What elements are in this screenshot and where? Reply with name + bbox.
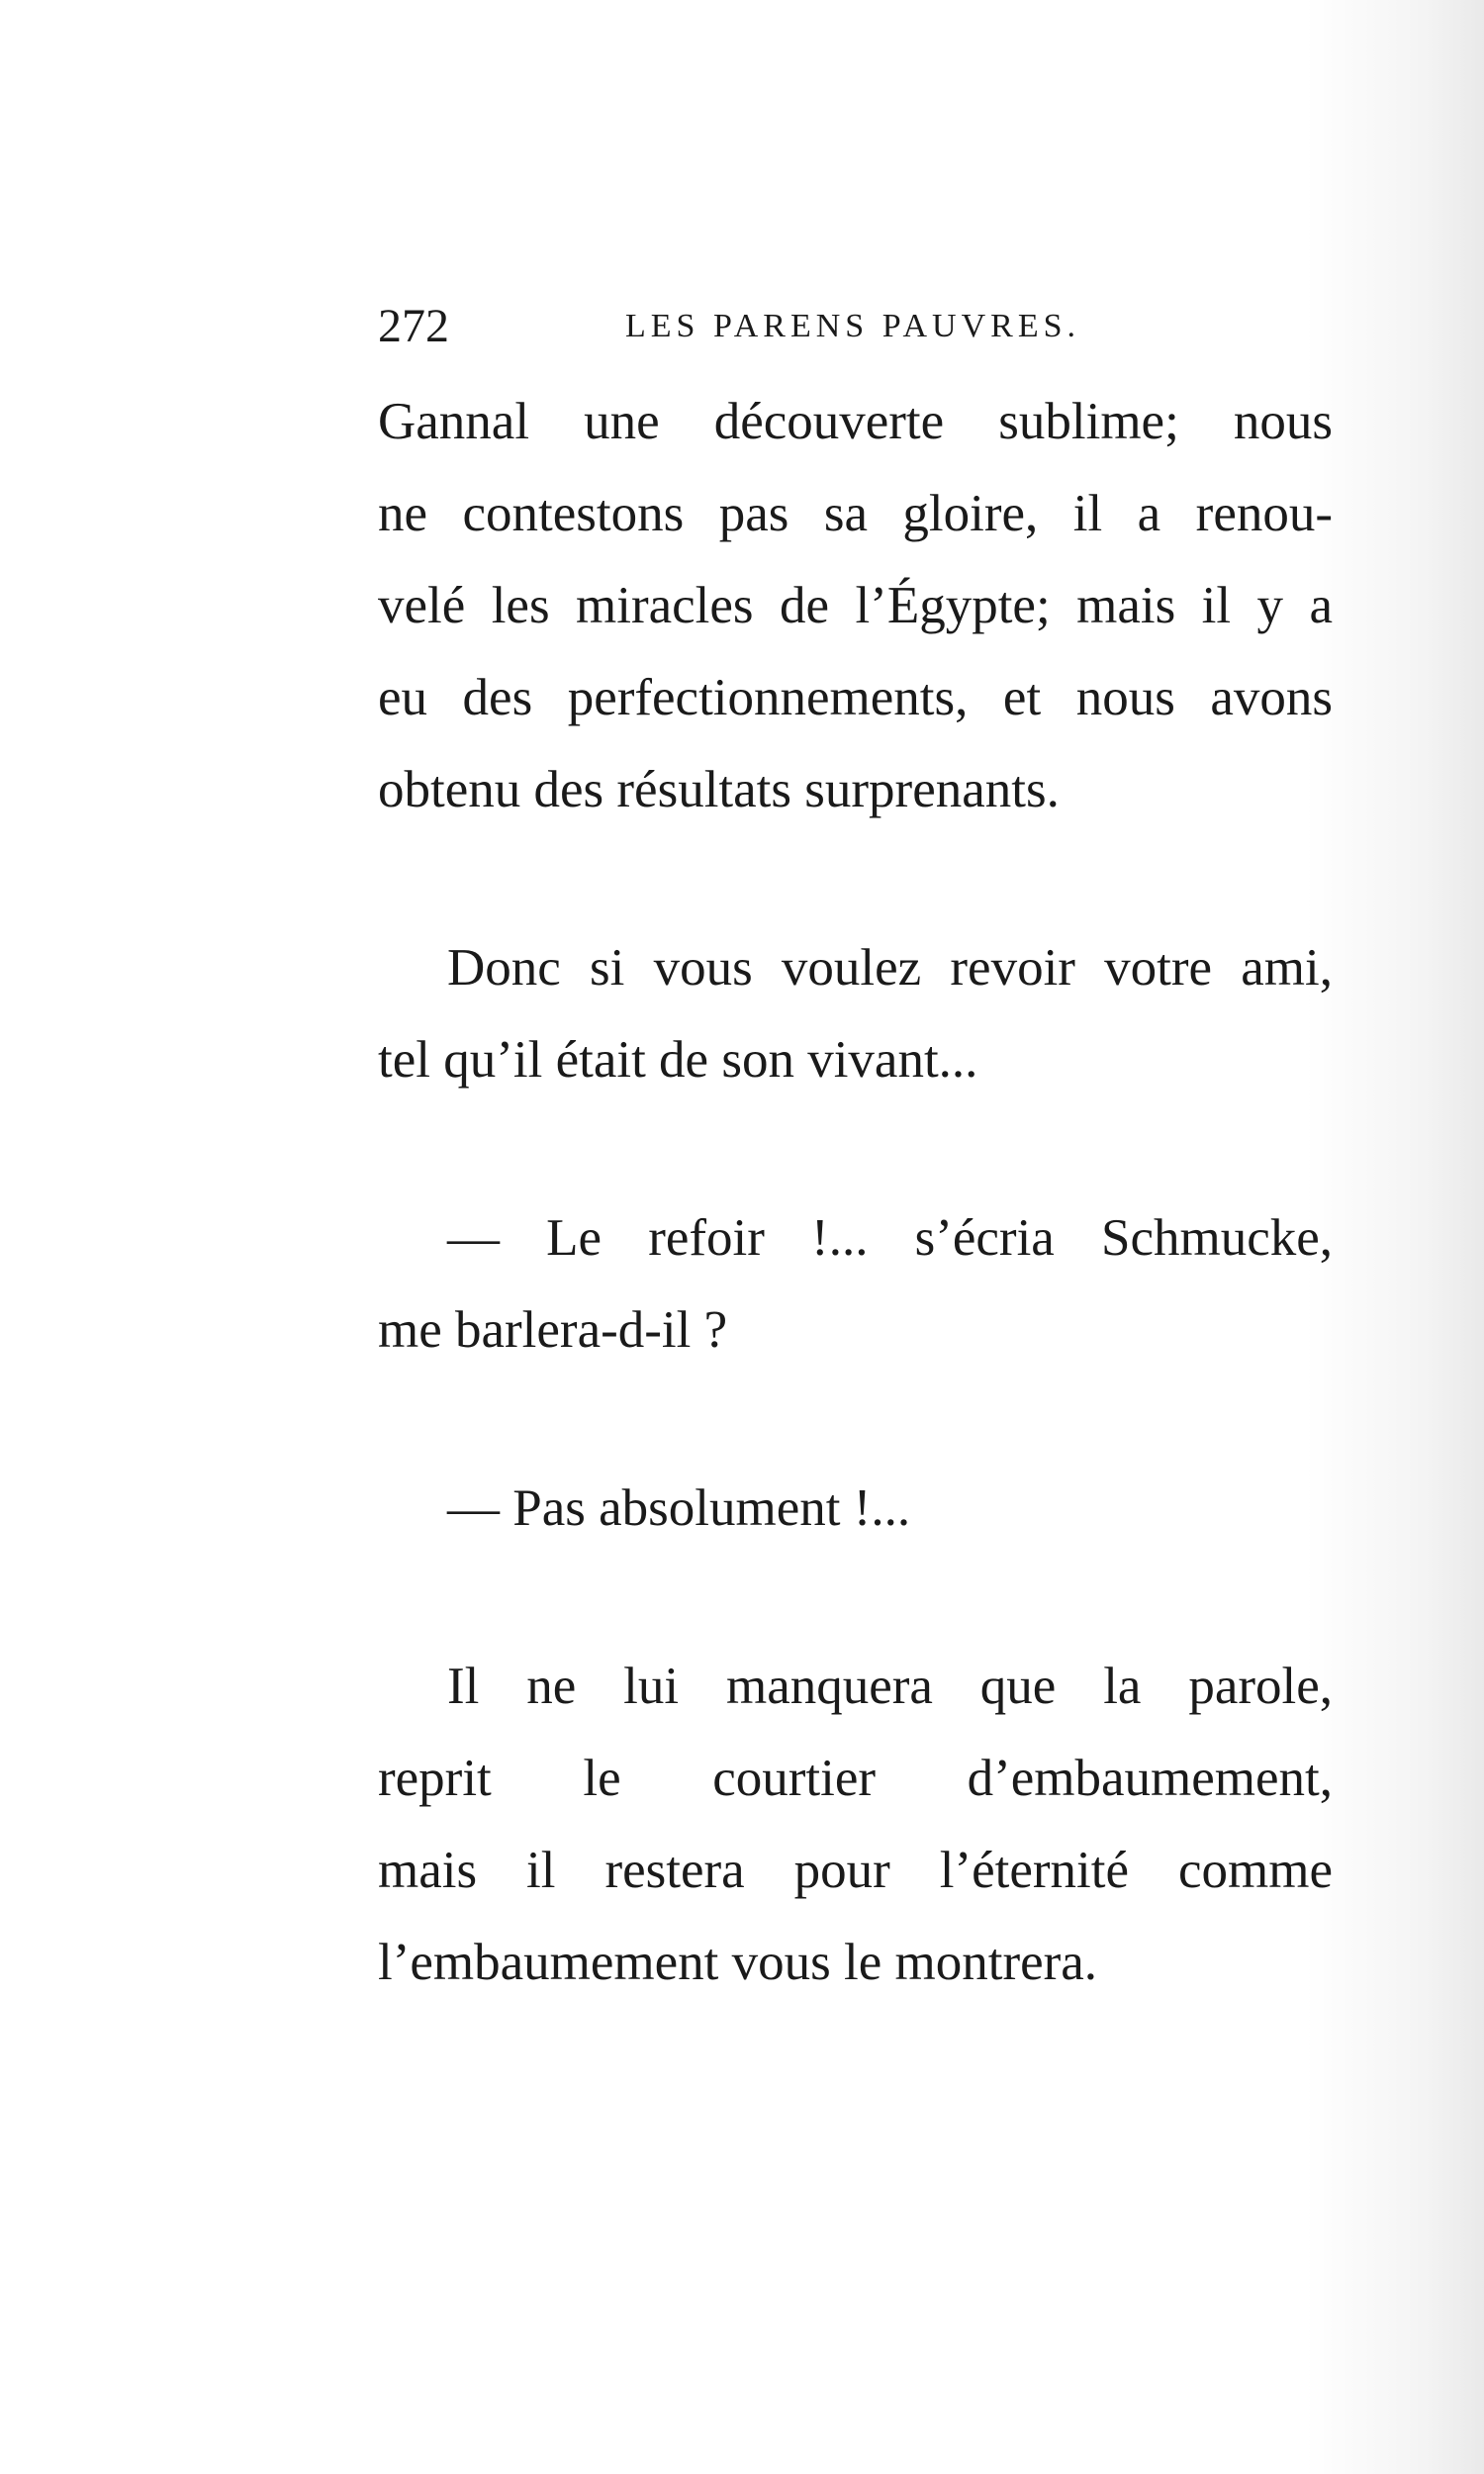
text-line: ne contestons pas sa gloire, il a renou- bbox=[378, 485, 1333, 542]
text-line: velé les miracles de l’Égypte; mais il y a bbox=[378, 577, 1333, 634]
text-line: obtenu des résultats surprenants. bbox=[378, 761, 1060, 818]
text-line: — Le refoir !... s’écria Schmucke, bbox=[447, 1209, 1333, 1267]
paragraph bbox=[378, 1641, 1333, 2009]
text-line: Il ne lui manquera que la parole, bbox=[447, 1658, 1333, 1715]
paragraph bbox=[378, 922, 1333, 1106]
paragraph-gap bbox=[378, 1106, 1333, 1192]
text-line: me barlera-d-il ? bbox=[378, 1301, 728, 1359]
paragraph-gap bbox=[378, 1377, 1333, 1463]
text-line: mais il restera pour l’éternité comme bbox=[378, 1842, 1333, 1899]
text-line: Gannal une découverte sublime; nous bbox=[378, 393, 1333, 450]
paragraph bbox=[378, 376, 1333, 836]
text-line: eu des perfectionnements, et nous avons bbox=[378, 669, 1333, 726]
body-text bbox=[378, 376, 1333, 2009]
text-line: Donc si vous voulez revoir votre ami, bbox=[447, 939, 1333, 997]
text-line: l’embaumement vous le montrera. bbox=[378, 1934, 1098, 1991]
book-title: LES PARENS PAUVRES. bbox=[625, 308, 1081, 344]
text-line: — Pas absolument !... bbox=[447, 1479, 911, 1537]
paragraph-gap bbox=[378, 836, 1333, 922]
text-line: tel qu’il était de son vivant... bbox=[378, 1031, 978, 1089]
text-line: reprit le courtier d’embaumement, bbox=[378, 1750, 1333, 1807]
page-number: 272 bbox=[378, 300, 449, 352]
paragraph bbox=[378, 1192, 1333, 1377]
paragraph bbox=[378, 1463, 1333, 1555]
paragraph-gap bbox=[378, 1555, 1333, 1641]
running-head bbox=[378, 297, 1328, 356]
